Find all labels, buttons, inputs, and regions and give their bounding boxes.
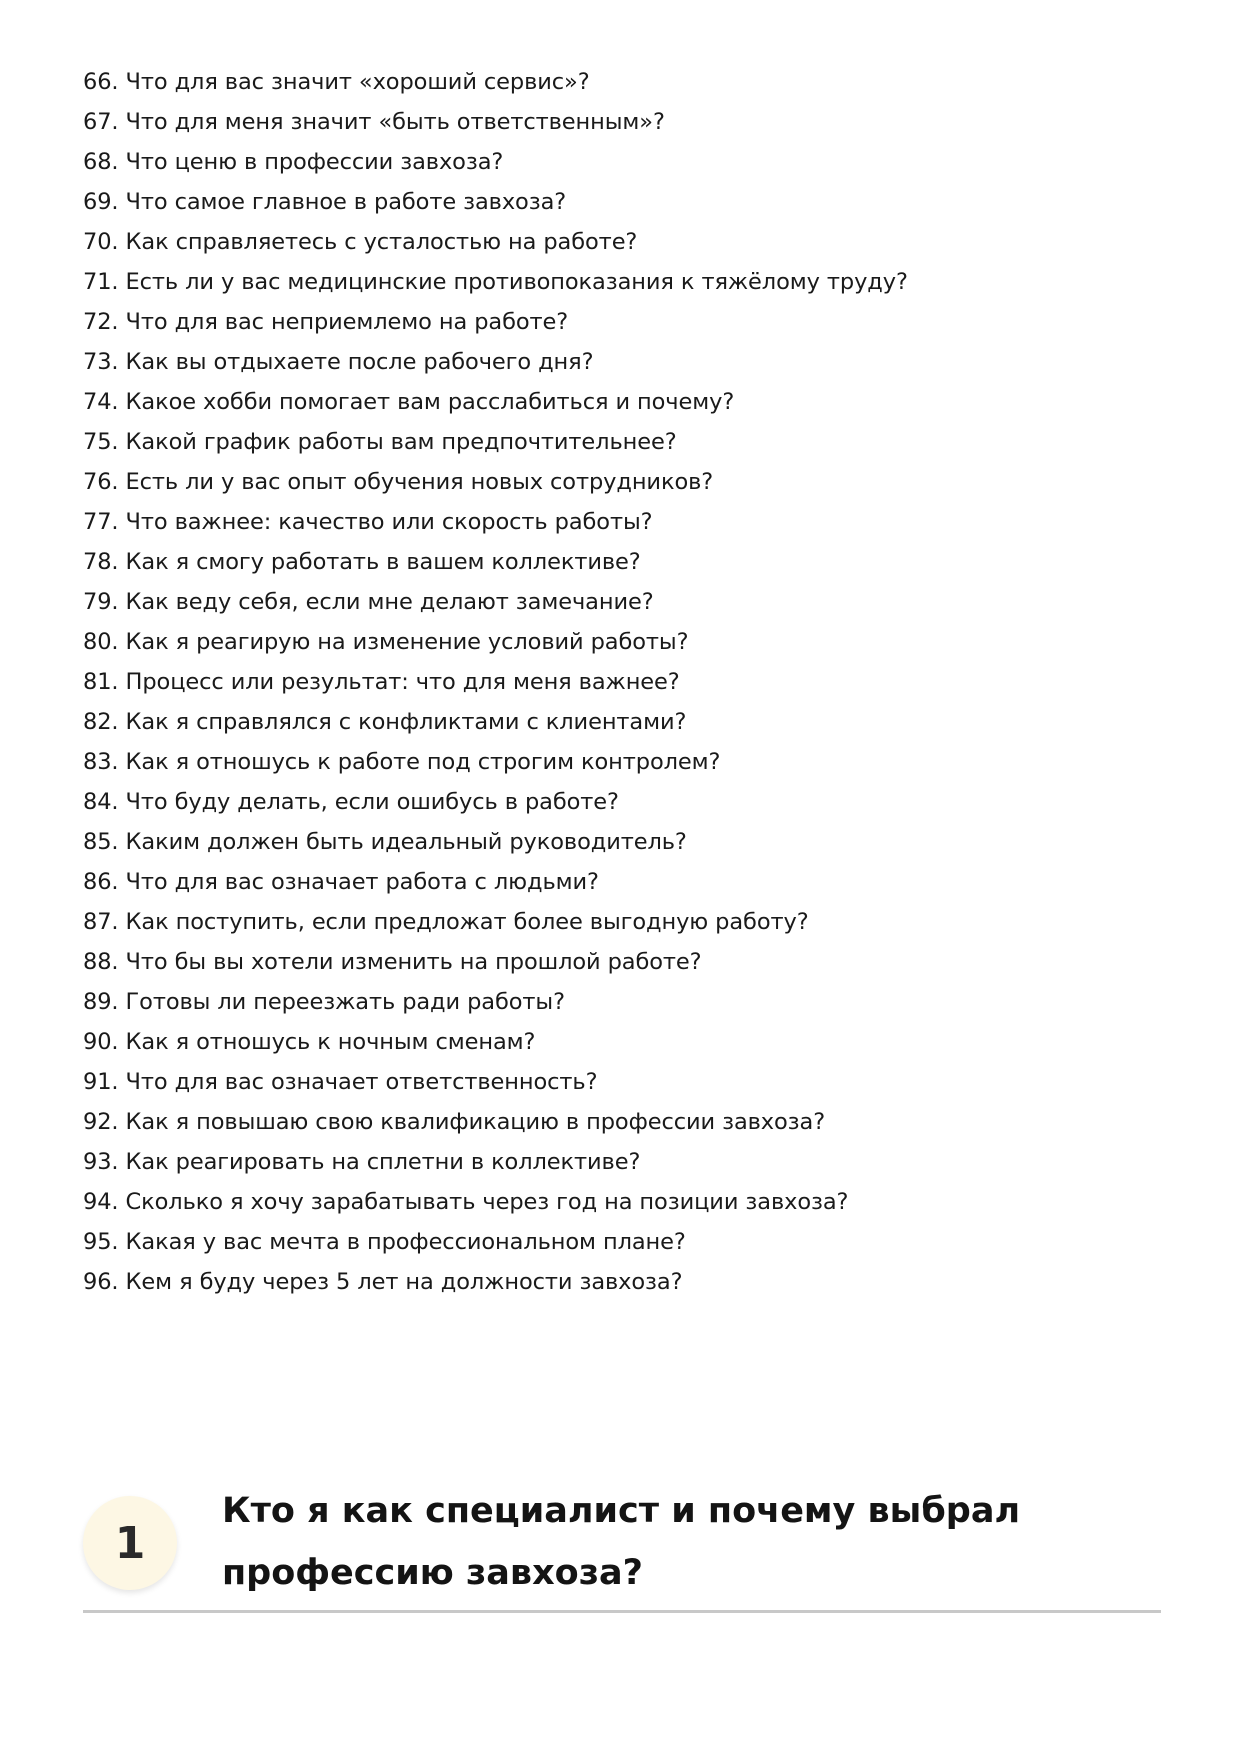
question-item: 86. Что для вас означает работа с людьми? [83,869,599,895]
question-item: 77. Что важнее: качество или скорость работы? [83,509,653,535]
question-item: 81. Процесс или результат: что для меня важнее? [83,669,680,695]
section-title: Кто я как специалист и почему выбрал профессию завхоза? [222,1491,1021,1593]
question-item: 79. Как веду себя, если мне делают замечание? [83,589,654,615]
question-list [83,62,908,1302]
question-item: 91. Что для вас означает ответственность? [83,1069,598,1095]
question-item: 82. Как я справлялся с конфликтами с клиентами? [83,709,687,735]
question-item: 70. Как справляетесь с усталостью на работе? [83,229,638,255]
question-item: 92. Как я повышаю свою квалификацию в профессии завхоза? [83,1109,826,1135]
question-item: 90. Как я отношусь к ночным сменам? [83,1029,536,1055]
question-item: 75. Какой график работы вам предпочтительнее? [83,429,677,455]
question-item: 68. Что ценю в профессии завхоза? [83,149,504,175]
question-item: 66. Что для вас значит «хороший сервис»? [83,69,590,95]
question-item: 74. Какое хобби помогает вам расслабиться и почему? [83,389,735,415]
question-item: 89. Готовы ли переезжать ради работы? [83,989,565,1015]
question-item: 93. Как реагировать на сплетни в коллективе? [83,1149,641,1175]
question-item: 87. Как поступить, если предложат более выгодную работу? [83,909,809,935]
question-item: 73. Как вы отдыхаете после рабочего дня? [83,349,594,375]
question-item: 88. Что бы вы хотели изменить на прошлой работе? [83,949,702,975]
question-item: 69. Что самое главное в работе завхоза? [83,189,567,215]
question-item: 67. Что для меня значит «быть ответственным»? [83,109,665,135]
question-item: 83. Как я отношусь к работе под строгим контролем? [83,749,721,775]
question-item: 95. Какая у вас мечта в профессиональном плане? [83,1229,686,1255]
question-item: 72. Что для вас неприемлемо на работе? [83,309,569,335]
question-item: 78. Как я смогу работать в вашем коллективе? [83,549,641,575]
question-item: 76. Есть ли у вас опыт обучения новых сотрудников? [83,469,714,495]
question-item: 94. Сколько я хочу зарабатывать через год на позиции завхоза? [83,1189,849,1215]
section-heading [83,1480,1161,1612]
question-item: 71. Есть ли у вас медицинские противопоказания к тяжёлому труду? [83,269,908,295]
question-item: 85. Каким должен быть идеальный руководитель? [83,829,687,855]
section-number-badge: 1 [83,1496,177,1590]
question-item: 84. Что буду делать, если ошибусь в работе? [83,789,619,815]
question-item: 80. Как я реагирую на изменение условий работы? [83,629,689,655]
question-item: 96. Кем я буду через 5 лет на должности завхоза? [83,1269,683,1295]
section-divider [83,1610,1161,1613]
